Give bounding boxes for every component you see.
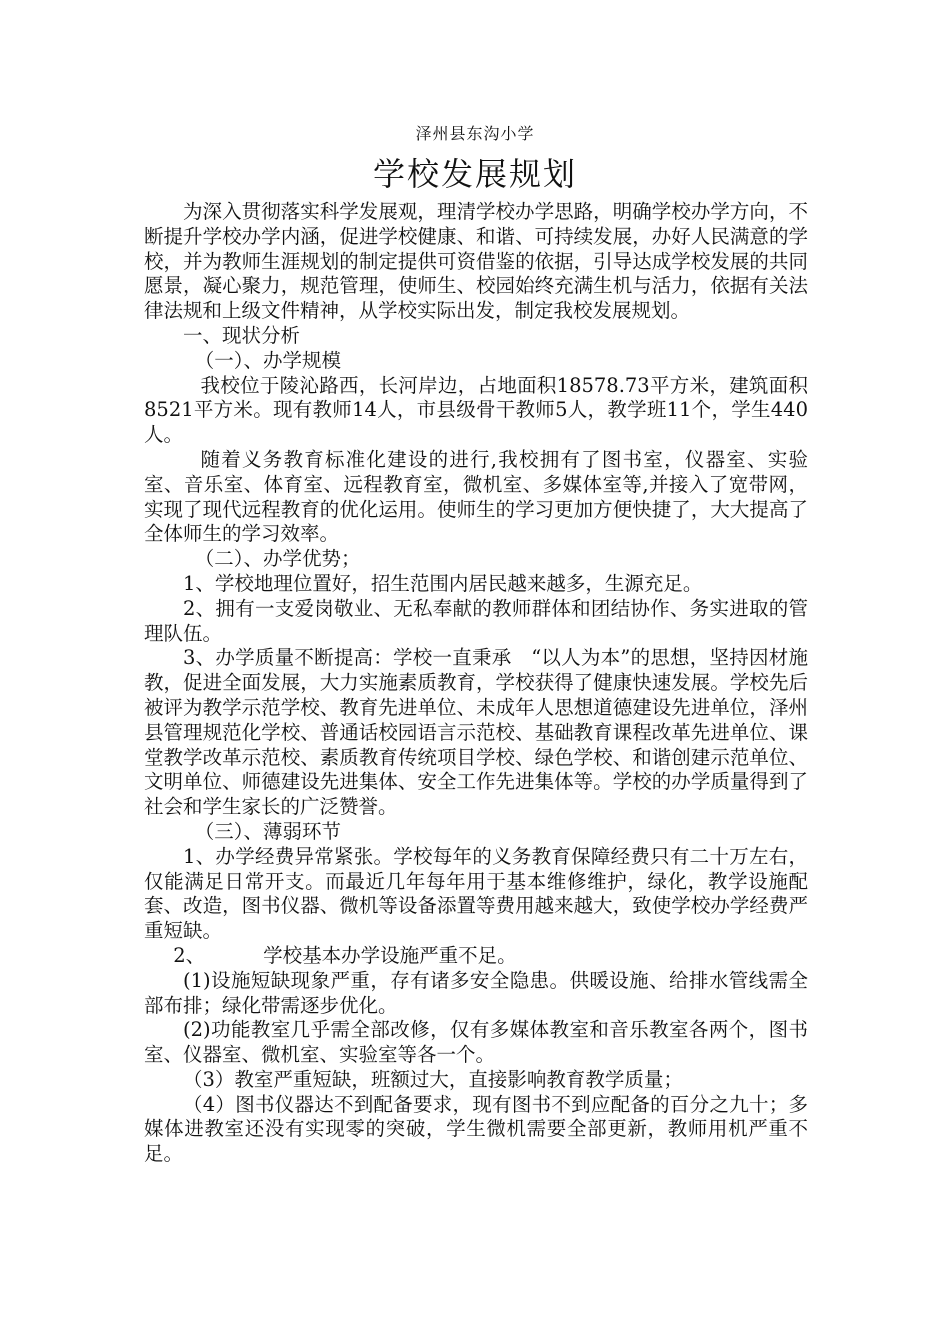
list-item-text: 学校基本办学设施严重不足。 — [263, 943, 517, 967]
list-item-facilities — [144, 944, 808, 969]
sub-item-class-size: （3）教室严重短缺，班额过大，直接影响教育教学质量； — [183, 1067, 683, 1091]
list-item-number: 2、 — [173, 943, 206, 967]
subsection-heading-advantages: （二）、办学优势； — [194, 547, 361, 571]
list-item-funding: 1、办学经费异常紧张。学校每年的义务教育保障经费只有二十万左右，仅能满足日常开支。而最近几年每年用于基本维修维护，绿化，教学设施配套、改造，图书仪器、微机等设备添置等费用越来越大，致使学校办学经费严重短缺。 — [144, 844, 808, 943]
list-item-quality: 3、办学质量不断提高：学校一直秉承 “以人为本”的思想，坚持因材施教，促进全面发展，大力实施素质教育，学校获得了健康快速发展。学校先后被评为教学示范学校、教育先进单位、未成年人思想道德建设先进单位，泽州县管理规范化学校、普通话校园语言示范校、基础教育课程改革先进单位、课堂教学改革示范校、素质教育传统项目学校、绿色学校、和谐创建示范单位、文明单位、师德建设先进集体、安全工作先进集体等。学校的办学质量得到了社会和学生家长的广泛赞誉。 — [144, 646, 808, 819]
list-item-staff: 2、拥有一支爱岗敬业、无私奉献的教师群体和团结协作、务实进取的管理队伍。 — [144, 596, 808, 645]
intro-paragraph: 为深入贯彻落实科学发展观，理清学校办学思路，明确学校办学方向，不断提升学校办学内涵，促进学校健康、和谐、可持续发展，办好人民满意的学校，并为教师生涯规划的制定提供可资借鉴的依据，引导达成学校发展的共同愿景，凝心聚力，规范管理，使师生、校园始终充满生机与活力，依据有关法律法规和上级文件精神，从学校实际出发，制定我校发展规划。 — [144, 200, 808, 323]
paragraph-school-scale: 我校位于陵沁路西，长河岸边，占地面积18578.73平方米，建筑面积8521平方米。现有教师14人，市县级骨干教师5人，教学班11个，学生440人。 — [144, 373, 808, 447]
sub-item-classrooms: (2)功能教室几乎需全部改修，仅有多媒体教室和音乐教室各两个，图书室、仪器室、微机室、实验室等各一个。 — [144, 1018, 808, 1067]
section-heading-status: 一、现状分析 — [183, 323, 301, 347]
document-body — [144, 200, 808, 1167]
subsection-heading-weaknesses: （三）、薄弱环节 — [194, 819, 341, 843]
sub-item-equipment: （4）图书仪器达不到配备要求，现有图书不到应配备的百分之九十；多媒体进教室还没有实现零的突破，学生微机需要全部更新，教师用机严重不足。 — [144, 1092, 808, 1166]
paragraph-standardization: 随着义务教育标准化建设的进行,我校拥有了图书室，仪器室、实验室、音乐室、体育室、远程教育室，微机室、多媒体室等,并接入了宽带网，实现了现代远程教育的优化运用。使师生的学习更加方便快捷了，大大提高了全体师生的学习效率。 — [144, 447, 808, 546]
school-name: 泽州县东沟小学 — [415, 124, 535, 143]
sub-item-safety: (1)设施短缺现象严重，存有诸多安全隐患。供暖设施、给排水管线需全部布排；绿化带需逐步优化。 — [144, 968, 808, 1017]
subsection-heading-scale: （一）、办学规模 — [194, 348, 341, 372]
page-title: 学校发展规划 — [372, 155, 577, 193]
list-item-location: 1、学校地理位置好，招生范围内居民越来越多，生源充足。 — [183, 571, 703, 595]
